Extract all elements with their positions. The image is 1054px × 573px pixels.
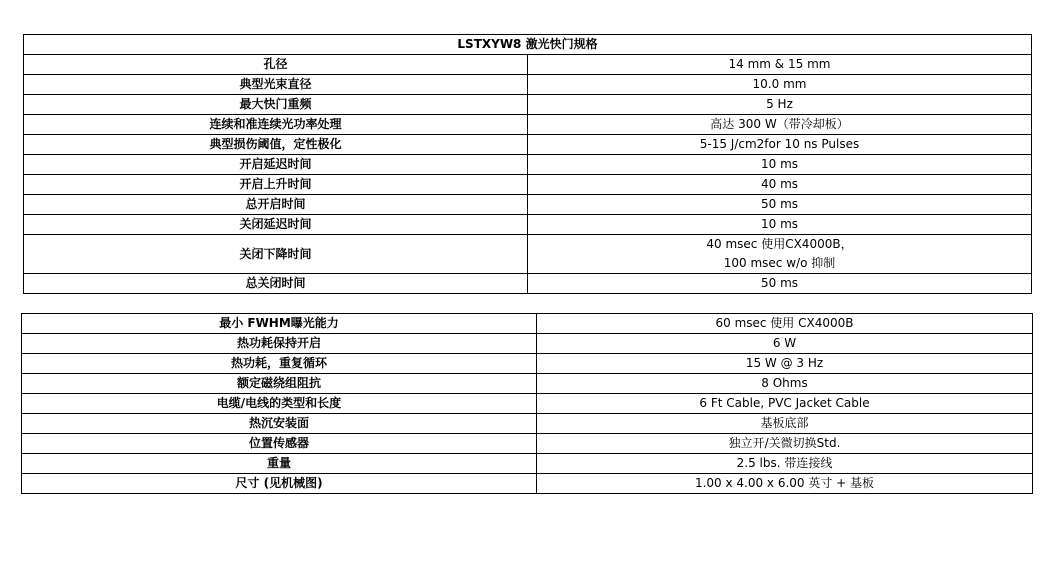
table-row	[22, 374, 1033, 394]
spec-value: 40 ms	[528, 175, 1032, 195]
spec-value: 15 W @ 3 Hz	[537, 354, 1033, 374]
table-row	[24, 215, 1032, 235]
table-row	[24, 95, 1032, 115]
spec-label: 连续和准连续光功率处理	[24, 115, 528, 135]
spec-label: 位置传感器	[22, 434, 537, 454]
spec-label: 最大快门重频	[24, 95, 528, 115]
spec-value: 5 Hz	[528, 95, 1032, 115]
spec-value: 10.0 mm	[528, 75, 1032, 95]
table-row	[22, 474, 1033, 494]
spec-label: 热沉安装面	[22, 414, 537, 434]
spec-label: 热功耗保持开启	[22, 334, 537, 354]
spec-label: 关闭延迟时间	[24, 215, 528, 235]
table-row	[22, 394, 1033, 414]
spec-value: 50 ms	[528, 274, 1032, 294]
spec-value: 6 W	[537, 334, 1033, 354]
table-row	[24, 155, 1032, 175]
table-title-row	[24, 35, 1032, 55]
table-row	[24, 55, 1032, 75]
physical-spec-table	[21, 313, 1033, 494]
table-row	[22, 314, 1033, 334]
spec-value	[528, 235, 1032, 274]
spec-value: 独立开/关微切换Std.	[537, 434, 1033, 454]
table-row	[22, 454, 1033, 474]
spec-value: 10 ms	[528, 215, 1032, 235]
spec-value: 8 Ohms	[537, 374, 1033, 394]
spec-label: 总关闭时间	[24, 274, 528, 294]
spec-value-line: 40 msec 使用CX4000B，	[706, 237, 853, 251]
table-row	[22, 414, 1033, 434]
spec-label: 重量	[22, 454, 537, 474]
spec-value: 基板底部	[537, 414, 1033, 434]
spec-label: 尺寸 (见机械图)	[22, 474, 537, 494]
table-row	[24, 135, 1032, 155]
spec-label: 最小 FWHM曝光能力	[22, 314, 537, 334]
spec-value: 5-15 J/cm2for 10 ns Pulses	[528, 135, 1032, 155]
spec-label: 热功耗，重复循环	[22, 354, 537, 374]
spec-value-line: 100 msec w/o 抑制	[723, 256, 836, 270]
table-row	[22, 354, 1033, 374]
spec-label: 孔径	[24, 55, 528, 75]
spec-value: 1.00 x 4.00 x 6.00 英寸 + 基板	[537, 474, 1033, 494]
spec-value: 10 ms	[528, 155, 1032, 175]
table-title: LSTXYW8 激光快门规格	[24, 35, 1032, 55]
shutter-spec-table	[23, 34, 1032, 294]
spec-label: 关闭下降时间	[24, 235, 528, 274]
table-row	[24, 274, 1032, 294]
spec-value: 50 ms	[528, 195, 1032, 215]
table-row	[24, 115, 1032, 135]
spec-label: 典型光束直径	[24, 75, 528, 95]
spec-label: 额定磁绕组阻抗	[22, 374, 537, 394]
spec-value: 6 Ft Cable, PVC Jacket Cable	[537, 394, 1033, 414]
table-row	[24, 75, 1032, 95]
table-row	[22, 334, 1033, 354]
table-row	[22, 434, 1033, 454]
spec-value: 2.5 lbs. 带连接线	[537, 454, 1033, 474]
table-row	[24, 175, 1032, 195]
table-row	[24, 235, 1032, 274]
spec-value: 14 mm & 15 mm	[528, 55, 1032, 75]
spec-value: 高达 300 W（带冷却板）	[528, 115, 1032, 135]
table-row	[24, 195, 1032, 215]
spec-label: 典型损伤阈值，定性极化	[24, 135, 528, 155]
spec-label: 总开启时间	[24, 195, 528, 215]
spec-value: 60 msec 使用 CX4000B	[537, 314, 1033, 334]
spec-label: 开启上升时间	[24, 175, 528, 195]
spec-label: 开启延迟时间	[24, 155, 528, 175]
spec-label: 电缆/电线的类型和长度	[22, 394, 537, 414]
